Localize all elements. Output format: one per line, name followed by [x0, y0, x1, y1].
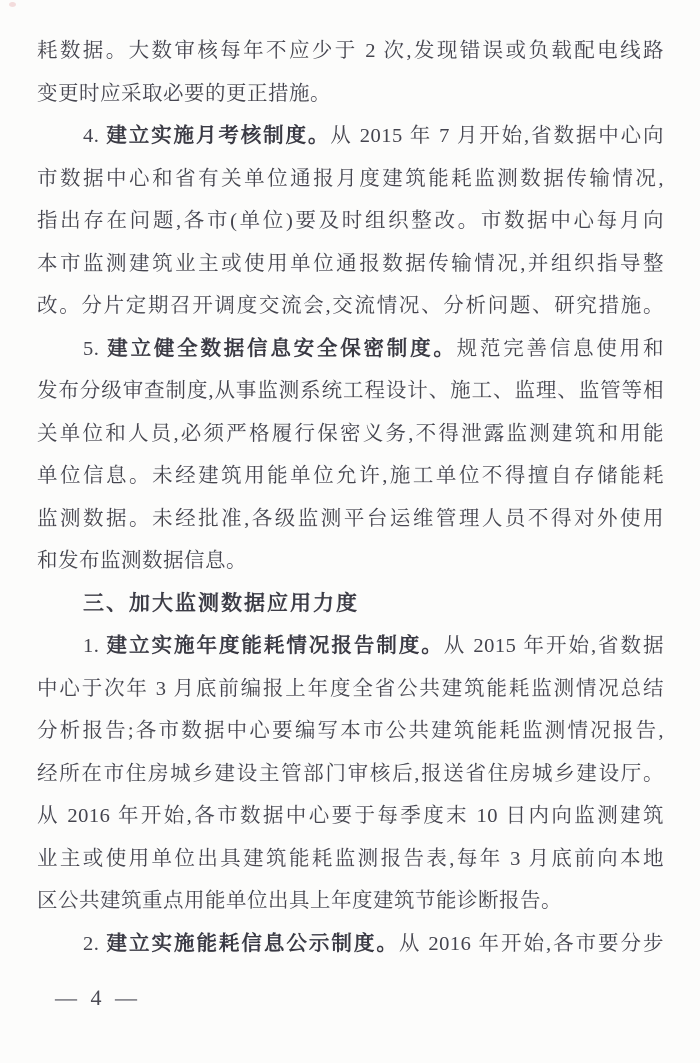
text-segment: 4. [83, 125, 107, 147]
text-segment: 中心于次年 3 月底前编报上年度全省公共建筑能耗监测情况总结 [37, 677, 664, 700]
text-segment: 关单位和人员,必须严格履行保密义务,不得泄露监测建筑和用能 [37, 422, 664, 445]
text-segment: 本市监测建筑业主或使用单位通报数据传输情况,并组织指导整 [37, 252, 664, 275]
text-line [37, 540, 664, 583]
text-line [37, 200, 664, 243]
text-line [37, 115, 664, 158]
text-segment: 1. [83, 635, 107, 657]
text-line [37, 880, 664, 923]
text-line [37, 30, 664, 73]
text-segment: 监测数据。未经批准,各级监测平台运维管理人员不得对外使用 [37, 507, 664, 530]
text-line [37, 753, 664, 796]
page-number: — 4 — [55, 985, 141, 1010]
text-line [37, 625, 664, 668]
text-segment: 规范完善信息使用和 [456, 337, 665, 360]
text-line [37, 710, 664, 753]
text-segment: 发布分级审查制度,从事监测系统工程设计、施工、监理、监管等相 [37, 380, 664, 402]
text-line [37, 158, 664, 201]
text-segment: 分析报告;各市数据中心要编写本市公共建筑能耗监测情况报告, [37, 720, 664, 742]
text-segment: 从 2015 年 7 月开始,省数据中心向 [330, 125, 665, 147]
scan-artifact [9, 2, 16, 7]
text-segment: 改。分片定期召开调度交流会,交流情况、分析问题、研究措施。 [37, 295, 664, 317]
text-segment: 变更时应采取必要的更正措施。 [37, 82, 331, 105]
text-segment: 2. [83, 932, 107, 955]
text-line [37, 413, 664, 456]
text-segment: 建立实施年度能耗情况报告制度。 [106, 635, 444, 657]
text-segment: 从 2016 年开始,各市数据中心要于每季度末 10 日内向监测建筑 [37, 805, 664, 827]
text-segment: 从 2015 年开始,省数据 [443, 635, 665, 657]
text-segment: 建立健全数据信息安全保密制度。 [107, 337, 457, 360]
text-segment: 三、加大监测数据应用力度 [83, 591, 359, 615]
text-line [37, 370, 664, 413]
text-line [37, 838, 664, 881]
text-line [37, 923, 664, 966]
text-line [37, 328, 664, 371]
text-segment: 5. [83, 337, 108, 360]
text-line [37, 795, 664, 838]
text-segment: 指出存在问题,各市(单位)要及时组织整改。市数据中心每月向 [37, 210, 664, 232]
text-line [37, 668, 664, 711]
text-segment: 耗数据。大数审核每年不应少于 2 次,发现错误或负载配电线路 [37, 40, 664, 62]
text-segment: 区公共建筑重点用能单位出具上年度建筑节能诊断报告。 [37, 890, 562, 912]
text-segment: 单位信息。未经建筑用能单位允许,施工单位不得擅自存储能耗 [37, 465, 664, 487]
text-line [37, 73, 664, 116]
text-segment: 建立实施能耗信息公示制度。 [106, 932, 399, 955]
text-segment: 建立实施月考核制度。 [106, 125, 331, 147]
text-segment: 和发布监测数据信息。 [37, 550, 247, 572]
text-segment: 业主或使用单位出具建筑能耗监测报告表,每年 3 月底前向本地 [37, 847, 664, 870]
section-heading [37, 583, 664, 626]
text-segment: 市数据中心和省有关单位通报月度建筑能耗监测数据传输情况, [37, 167, 664, 190]
text-line [37, 243, 664, 286]
text-block [37, 30, 664, 965]
text-line [37, 285, 664, 328]
text-line [37, 455, 664, 498]
text-segment: 从 2016 年开始,各市要分步 [398, 932, 665, 955]
text-line [37, 498, 664, 541]
text-segment: 经所在市住房城乡建设主管部门审核后,报送省住房城乡建设厅。 [37, 762, 664, 785]
